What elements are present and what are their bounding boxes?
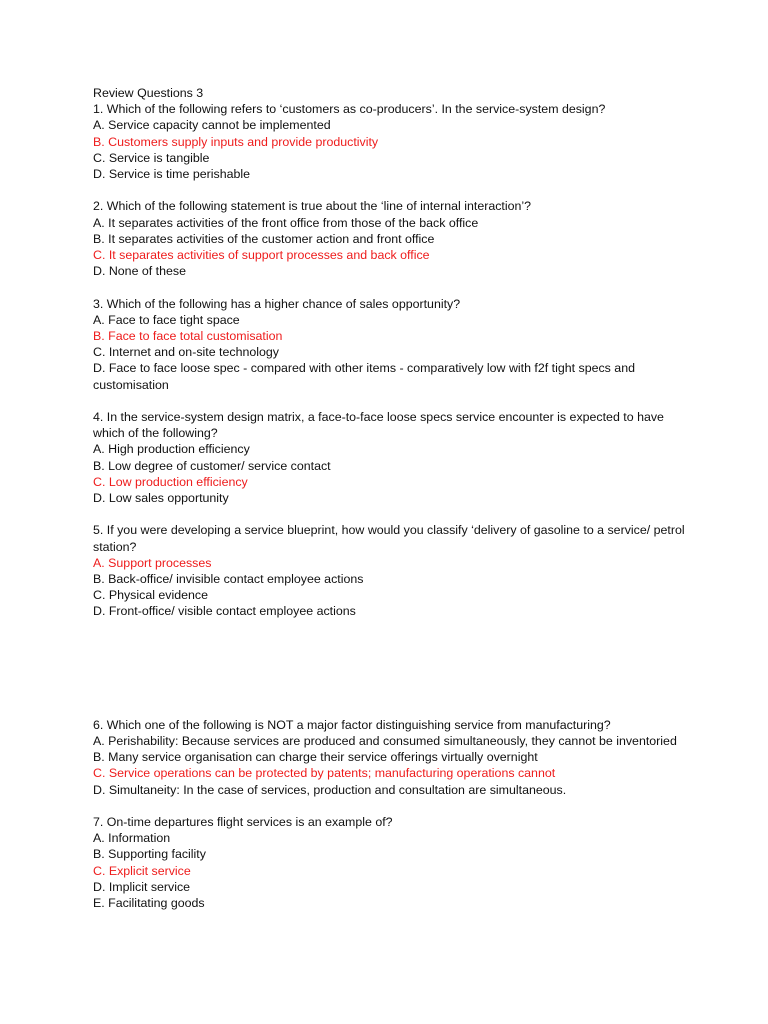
- document-content: [93, 85, 693, 927]
- answer-option: C. Service is tangible: [93, 150, 210, 165]
- question-6: [93, 717, 693, 798]
- answer-option: A. It separates activities of the front office from those of the back office: [93, 215, 479, 230]
- answer-option: B. Supporting facility: [93, 847, 206, 862]
- answer-option-correct: C. Low production efficiency: [93, 474, 248, 489]
- answer-option: C. Physical evidence: [93, 588, 209, 603]
- answer-option-correct: B. Face to face total customisation: [93, 329, 283, 344]
- answer-option: A. Perishability: Because services are produced and consumed simultaneously, they cannot be inventoried: [93, 734, 677, 749]
- answer-option: D. Implicit service: [93, 879, 191, 894]
- answer-option: D. Face to face loose spec - compared with other items - comparatively low with f2f tight specs and customisation: [93, 361, 635, 392]
- answer-option-correct: B. Customers supply inputs and provide productivity: [93, 134, 379, 149]
- answer-option: B. Low degree of customer/ service contact: [93, 458, 331, 473]
- question-text: 1. Which of the following refers to ‘customers as co-producers’. In the service-system design?: [93, 102, 606, 117]
- question-text: 3. Which of the following has a higher chance of sales opportunity?: [93, 296, 461, 311]
- answer-option: A. High production efficiency: [93, 442, 250, 457]
- document-title: Review Questions 3: [93, 86, 204, 100]
- question-text: 6. Which one of the following is NOT a major factor distinguishing service from manufacturing?: [93, 717, 611, 732]
- question-3: [93, 296, 693, 393]
- question-text: 2. Which of the following statement is true about the ‘line of internal interaction’?: [93, 199, 532, 214]
- answer-option: A. Information: [93, 831, 171, 846]
- answer-option: D. Front-office/ visible contact employee actions: [93, 604, 356, 619]
- answer-option-correct: C. Explicit service: [93, 863, 191, 878]
- question-1: [93, 101, 693, 182]
- answer-option: C. Internet and on-site technology: [93, 345, 279, 360]
- answer-option: A. Service capacity cannot be implemented: [93, 118, 331, 133]
- answer-option: D. Service is time perishable: [93, 167, 251, 182]
- question-5: [93, 522, 693, 619]
- answer-option: B. Back-office/ invisible contact employee actions: [93, 572, 364, 587]
- page-blank-space: [93, 636, 693, 717]
- answer-option: A. Face to face tight space: [93, 312, 240, 327]
- question-2: [93, 198, 693, 279]
- answer-option: D. None of these: [93, 264, 186, 279]
- answer-option: D. Low sales opportunity: [93, 491, 229, 506]
- answer-option: E. Facilitating goods: [93, 896, 205, 911]
- answer-option-correct: C. Service operations can be protected by patents; manufacturing operations cannot: [93, 766, 556, 781]
- question-4: [93, 409, 693, 506]
- answer-option: B. It separates activities of the customer action and front office: [93, 231, 435, 246]
- question-text: 5. If you were developing a service blueprint, how would you classify ‘delivery of gasoline to a service/ petrol station?: [93, 523, 685, 554]
- answer-option-correct: C. It separates activities of support processes and back office: [93, 248, 430, 263]
- answer-option: D. Simultaneity: In the case of services, production and consultation are simultaneous.: [93, 782, 567, 797]
- question-7: [93, 814, 693, 911]
- answer-option-correct: A. Support processes: [93, 555, 212, 570]
- question-list: [93, 101, 693, 911]
- question-text: 4. In the service-system design matrix, a face-to-face loose specs service encounter is expected to have which of the following?: [93, 410, 664, 441]
- answer-option: B. Many service organisation can charge their service offerings virtually overnight: [93, 750, 538, 765]
- question-text: 7. On-time departures flight services is an example of?: [93, 815, 393, 830]
